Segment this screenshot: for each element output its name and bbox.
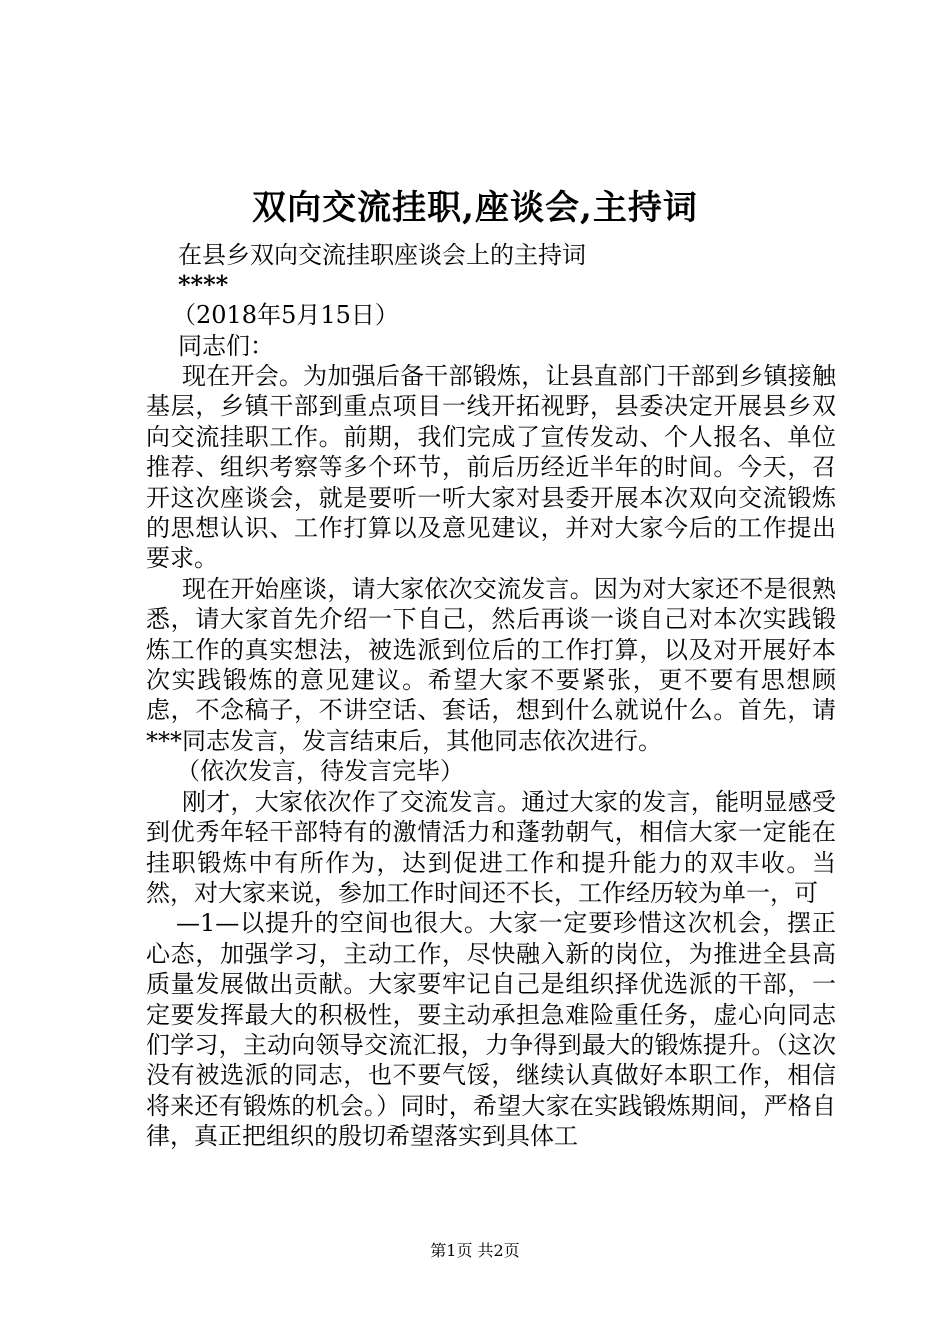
paragraph-summary: 刚才，大家依次作了交流发言。通过大家的发言，能明显感受到优秀年轻干部特有的激情活力和蓬勃朝气，相信大家一定能在挂职锻炼中有所作为，达到促进工作和提升能力的双丰收。当然，对大家来说，参加工作时间还不长，工作经历较为单一，可	[146, 787, 836, 907]
paragraph-opening: 现在开会。为加强后备干部锻炼，让县直部门干部到乡镇接触基层，乡镇干部到重点项目一线开拓视野，县委决定开展县乡双向交流挂职工作。前期，我们完成了宣传发动、个人报名、单位推荐、组织考察等多个环节，前后历经近半年的时间。今天，召开这次座谈会，就是要听一听大家对县委开展本次双向交流锻炼的思想认识、工作打算以及意见建议，并对大家今后的工作提出要求。	[146, 362, 836, 573]
paragraph-continued: —1—以提升的空间也很大。大家一定要珍惜这次机会，摆正心态，加强学习，主动工作，尽快融入新的岗位，为推进全县高质量发展做出贡献。大家要牢记自己是组织择优选派的干部，一定要发挥最大的积极性，要主动承担急难险重任务，虚心向同志们学习，主动向领导交流汇报，力争得到最大的锻炼提升。（这次没有被选派的同志，也不要气馁，继续认真做好本职工作，相信将来还有锻炼的机会。）同时，希望大家在实践锻炼期间，严格自律，真正把组织的殷切希望落实到具体工	[146, 909, 836, 1151]
document-date: （2018年5月15日）	[172, 301, 399, 329]
salutation: 同志们：	[178, 332, 274, 360]
document-body	[146, 361, 836, 1152]
author-placeholder: ****	[178, 270, 229, 299]
document-title: 双向交流挂职,座谈会,主持词	[252, 188, 698, 228]
paragraph-stage-note: （依次发言，待发言完毕）	[176, 757, 464, 786]
paragraph-discussion: 现在开始座谈，请大家依次交流发言。因为对大家还不是很熟悉，请大家首先介绍一下自己，然后再谈一谈自己对本次实践锻炼工作的真实想法，被选派到位后的工作打算，以及对开展好本次实践锻炼的意见建议。希望大家不要紧张，更不要有思想顾虑，不念稿子，不讲空话、套话，想到什么就说什么。首先，请***同志发言，发言结束后，其他同志依次进行。	[146, 574, 836, 755]
page-footer: 第1页 共2页	[430, 1241, 520, 1260]
document-subtitle: 在县乡双向交流挂职座谈会上的主持词	[178, 241, 586, 269]
